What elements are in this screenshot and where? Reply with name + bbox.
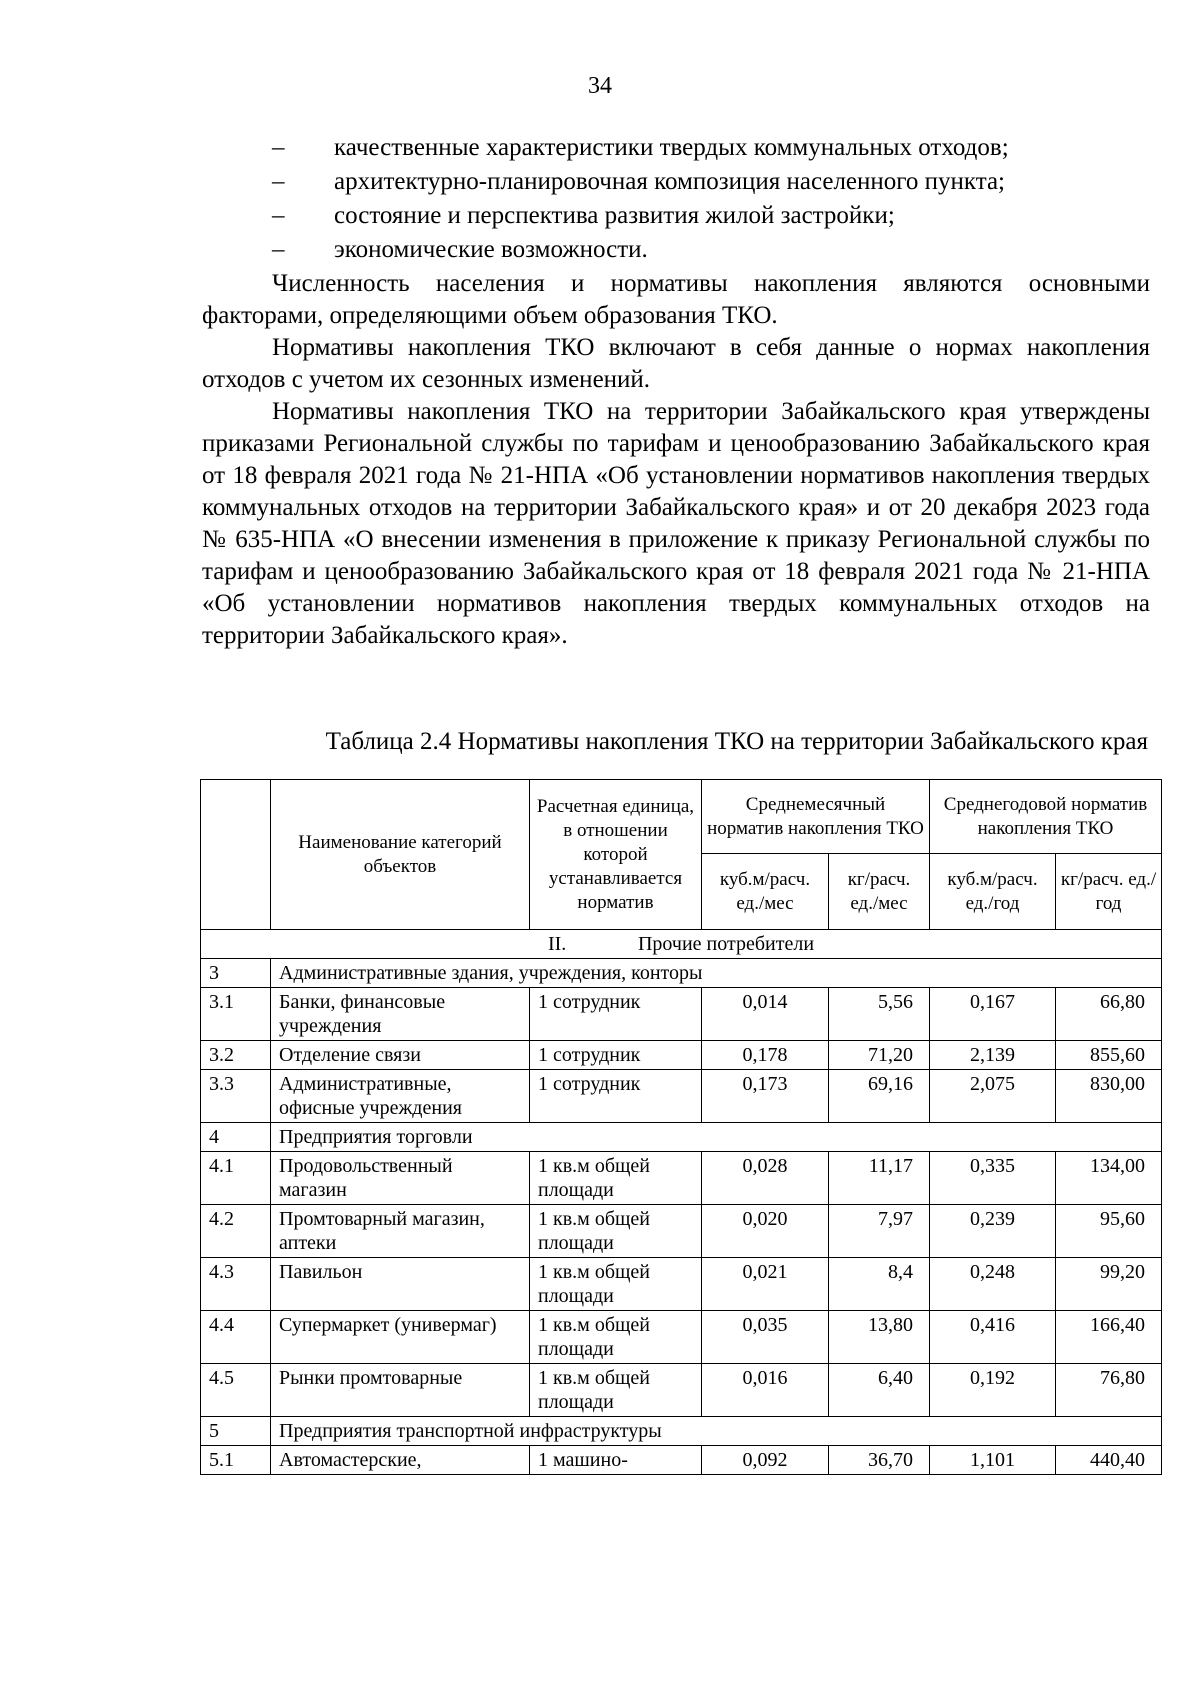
row-kg-month: 71,20 bbox=[829, 1041, 930, 1070]
group-title: Предприятия транспортной инфраструктуры bbox=[271, 1417, 1162, 1446]
header-unit: Расчетная единица, в отношении которой устанавливается норматив bbox=[530, 780, 702, 930]
row-m3-year: 0,335 bbox=[930, 1152, 1056, 1205]
row-m3-month: 0,173 bbox=[702, 1070, 829, 1123]
row-m3-month: 0,020 bbox=[702, 1205, 829, 1258]
row-kg-year: 76,80 bbox=[1056, 1364, 1162, 1417]
row-name: Рынки промтоварные bbox=[271, 1364, 530, 1417]
row-m3-year: 2,139 bbox=[930, 1041, 1056, 1070]
row-name: Административные, офисные учреждения bbox=[271, 1070, 530, 1123]
header-name: Наименование категорий объектов bbox=[271, 780, 530, 930]
row-m3-month: 0,016 bbox=[702, 1364, 829, 1417]
row-kg-month: 5,56 bbox=[829, 988, 930, 1041]
section-row bbox=[201, 930, 1162, 959]
group-row bbox=[201, 1417, 1162, 1446]
bullet-dash: – bbox=[272, 168, 285, 195]
table-row bbox=[201, 1152, 1162, 1205]
paragraph: Нормативы накопления ТКО включают в себя данные о нормах накопления отходов с учетом их сезонных изменений. bbox=[202, 334, 1150, 393]
row-kg-year: 830,00 bbox=[1056, 1070, 1162, 1123]
bullet-dash: – bbox=[272, 202, 285, 229]
group-number: 5 bbox=[201, 1417, 271, 1446]
header-m3-year: куб.м/расч. ед./год bbox=[930, 854, 1056, 930]
group-number: 4 bbox=[201, 1123, 271, 1152]
table-row bbox=[201, 1446, 1162, 1475]
header-monthly: Среднемесячный норматив накопления ТКО bbox=[702, 780, 930, 854]
row-unit: 1 кв.м общей площади bbox=[530, 1364, 702, 1417]
row-kg-month: 11,17 bbox=[829, 1152, 930, 1205]
header-yearly: Среднегодовой норматив накопления ТКО bbox=[930, 780, 1162, 854]
row-kg-month: 7,97 bbox=[829, 1205, 930, 1258]
bullet-list bbox=[202, 132, 1150, 268]
table-caption: Таблица 2.4 Нормативы накопления ТКО на территории Забайкальского края bbox=[325, 728, 1148, 755]
table-row bbox=[201, 1070, 1162, 1123]
row-number: 3.3 bbox=[201, 1070, 271, 1123]
row-number: 3.2 bbox=[201, 1041, 271, 1070]
bullet-dash: – bbox=[272, 134, 285, 161]
row-name: Павильон bbox=[271, 1258, 530, 1311]
row-kg-year: 855,60 bbox=[1056, 1041, 1162, 1070]
table-row bbox=[201, 1311, 1162, 1364]
row-number: 4.4 bbox=[201, 1311, 271, 1364]
row-m3-year: 2,075 bbox=[930, 1070, 1056, 1123]
row-kg-year: 440,40 bbox=[1056, 1446, 1162, 1475]
row-m3-month: 0,028 bbox=[702, 1152, 829, 1205]
bullet-text: экономические возможности. bbox=[334, 236, 648, 263]
row-unit: 1 кв.м общей площади bbox=[530, 1258, 702, 1311]
row-unit: 1 сотрудник bbox=[530, 1041, 702, 1070]
page-number: 34 bbox=[588, 73, 612, 99]
section-title: Прочие потребители bbox=[637, 933, 815, 955]
row-number: 4.2 bbox=[201, 1205, 271, 1258]
header-m3-month: куб.м/расч. ед./мес bbox=[702, 854, 829, 930]
row-number: 5.1 bbox=[201, 1446, 271, 1475]
row-m3-month: 0,021 bbox=[702, 1258, 829, 1311]
group-row bbox=[201, 959, 1162, 988]
bullet-text: архитектурно-планировочная композиция населенного пункта; bbox=[334, 168, 1005, 195]
paragraph: Численность населения и нормативы накопления являются основными факторами, определяющими объем образования ТКО. bbox=[202, 270, 1150, 329]
row-name: Банки, финансовые учреждения bbox=[271, 988, 530, 1041]
row-m3-year: 1,101 bbox=[930, 1446, 1056, 1475]
table-row bbox=[201, 1258, 1162, 1311]
row-m3-year: 0,239 bbox=[930, 1205, 1056, 1258]
row-unit: 1 кв.м общей площади bbox=[530, 1205, 702, 1258]
row-kg-month: 8,4 bbox=[829, 1258, 930, 1311]
row-number: 4.5 bbox=[201, 1364, 271, 1417]
header-number bbox=[201, 780, 271, 930]
row-number: 4.1 bbox=[201, 1152, 271, 1205]
row-unit: 1 машино- bbox=[530, 1446, 702, 1475]
bullet-item bbox=[202, 166, 1150, 200]
row-name: Продовольственный магазин bbox=[271, 1152, 530, 1205]
table-row bbox=[201, 1364, 1162, 1417]
row-number: 4.3 bbox=[201, 1258, 271, 1311]
group-title: Предприятия торговли bbox=[271, 1123, 1162, 1152]
bullet-text: качественные характеристики твердых коммунальных отходов; bbox=[334, 134, 1009, 161]
table-row bbox=[201, 1041, 1162, 1070]
table-row bbox=[201, 1205, 1162, 1258]
row-unit: 1 кв.м общей площади bbox=[530, 1152, 702, 1205]
row-m3-month: 0,178 bbox=[702, 1041, 829, 1070]
row-kg-month: 36,70 bbox=[829, 1446, 930, 1475]
row-m3-month: 0,014 bbox=[702, 988, 829, 1041]
bullet-item bbox=[202, 200, 1150, 234]
header-kg-month: кг/расч. ед./мес bbox=[829, 854, 930, 930]
row-kg-year: 166,40 bbox=[1056, 1311, 1162, 1364]
row-kg-month: 69,16 bbox=[829, 1070, 930, 1123]
row-unit: 1 кв.м общей площади bbox=[530, 1311, 702, 1364]
row-kg-year: 134,00 bbox=[1056, 1152, 1162, 1205]
group-number: 3 bbox=[201, 959, 271, 988]
row-m3-year: 0,416 bbox=[930, 1311, 1056, 1364]
row-unit: 1 сотрудник bbox=[530, 988, 702, 1041]
row-kg-month: 13,80 bbox=[829, 1311, 930, 1364]
bullet-item bbox=[202, 234, 1150, 268]
bullet-dash: – bbox=[272, 236, 285, 263]
row-kg-year: 95,60 bbox=[1056, 1205, 1162, 1258]
row-kg-year: 66,80 bbox=[1056, 988, 1162, 1041]
norms-table bbox=[200, 779, 1162, 1475]
body-text bbox=[202, 132, 1150, 652]
row-kg-year: 99,20 bbox=[1056, 1258, 1162, 1311]
table-row bbox=[201, 988, 1162, 1041]
row-name: Промтоварный магазин, аптеки bbox=[271, 1205, 530, 1258]
row-name: Супермаркет (универмаг) bbox=[271, 1311, 530, 1364]
row-name: Автомастерские, bbox=[271, 1446, 530, 1475]
bullet-text: состояние и перспектива развития жилой застройки; bbox=[334, 202, 895, 229]
row-m3-month: 0,092 bbox=[702, 1446, 829, 1475]
row-name: Отделение связи bbox=[271, 1041, 530, 1070]
row-number: 3.1 bbox=[201, 988, 271, 1041]
bullet-item bbox=[202, 132, 1150, 166]
row-m3-year: 0,192 bbox=[930, 1364, 1056, 1417]
header-kg-year: кг/расч. ед./год bbox=[1056, 854, 1162, 930]
row-m3-year: 0,167 bbox=[930, 988, 1056, 1041]
row-unit: 1 сотрудник bbox=[530, 1070, 702, 1123]
group-title: Административные здания, учреждения, конторы bbox=[271, 959, 1162, 988]
row-m3-month: 0,035 bbox=[702, 1311, 829, 1364]
section-numeral: II. bbox=[547, 933, 567, 955]
group-row bbox=[201, 1123, 1162, 1152]
row-kg-month: 6,40 bbox=[829, 1364, 930, 1417]
paragraph: Нормативы накопления ТКО на территории Забайкальского края утверждены приказами Региональной службы по тарифам и ценообразованию Забайкальского края от 18 февраля 2021 года № 21-НПА «Об установлении нормативов накопления твердых коммунальных отходов на территории Забайкальского края» и от 20 декабря 2023 года № 635-НПА «О внесении изменения в приложение к приказу Региональной службы по тарифам и ценообразованию Забайкальского края от 18 февраля 2021 года № 21-НПА «Об установлении нормативов накопления твердых коммунальных отходов на территории Забайкальского края». bbox=[202, 398, 1150, 649]
row-m3-year: 0,248 bbox=[930, 1258, 1056, 1311]
